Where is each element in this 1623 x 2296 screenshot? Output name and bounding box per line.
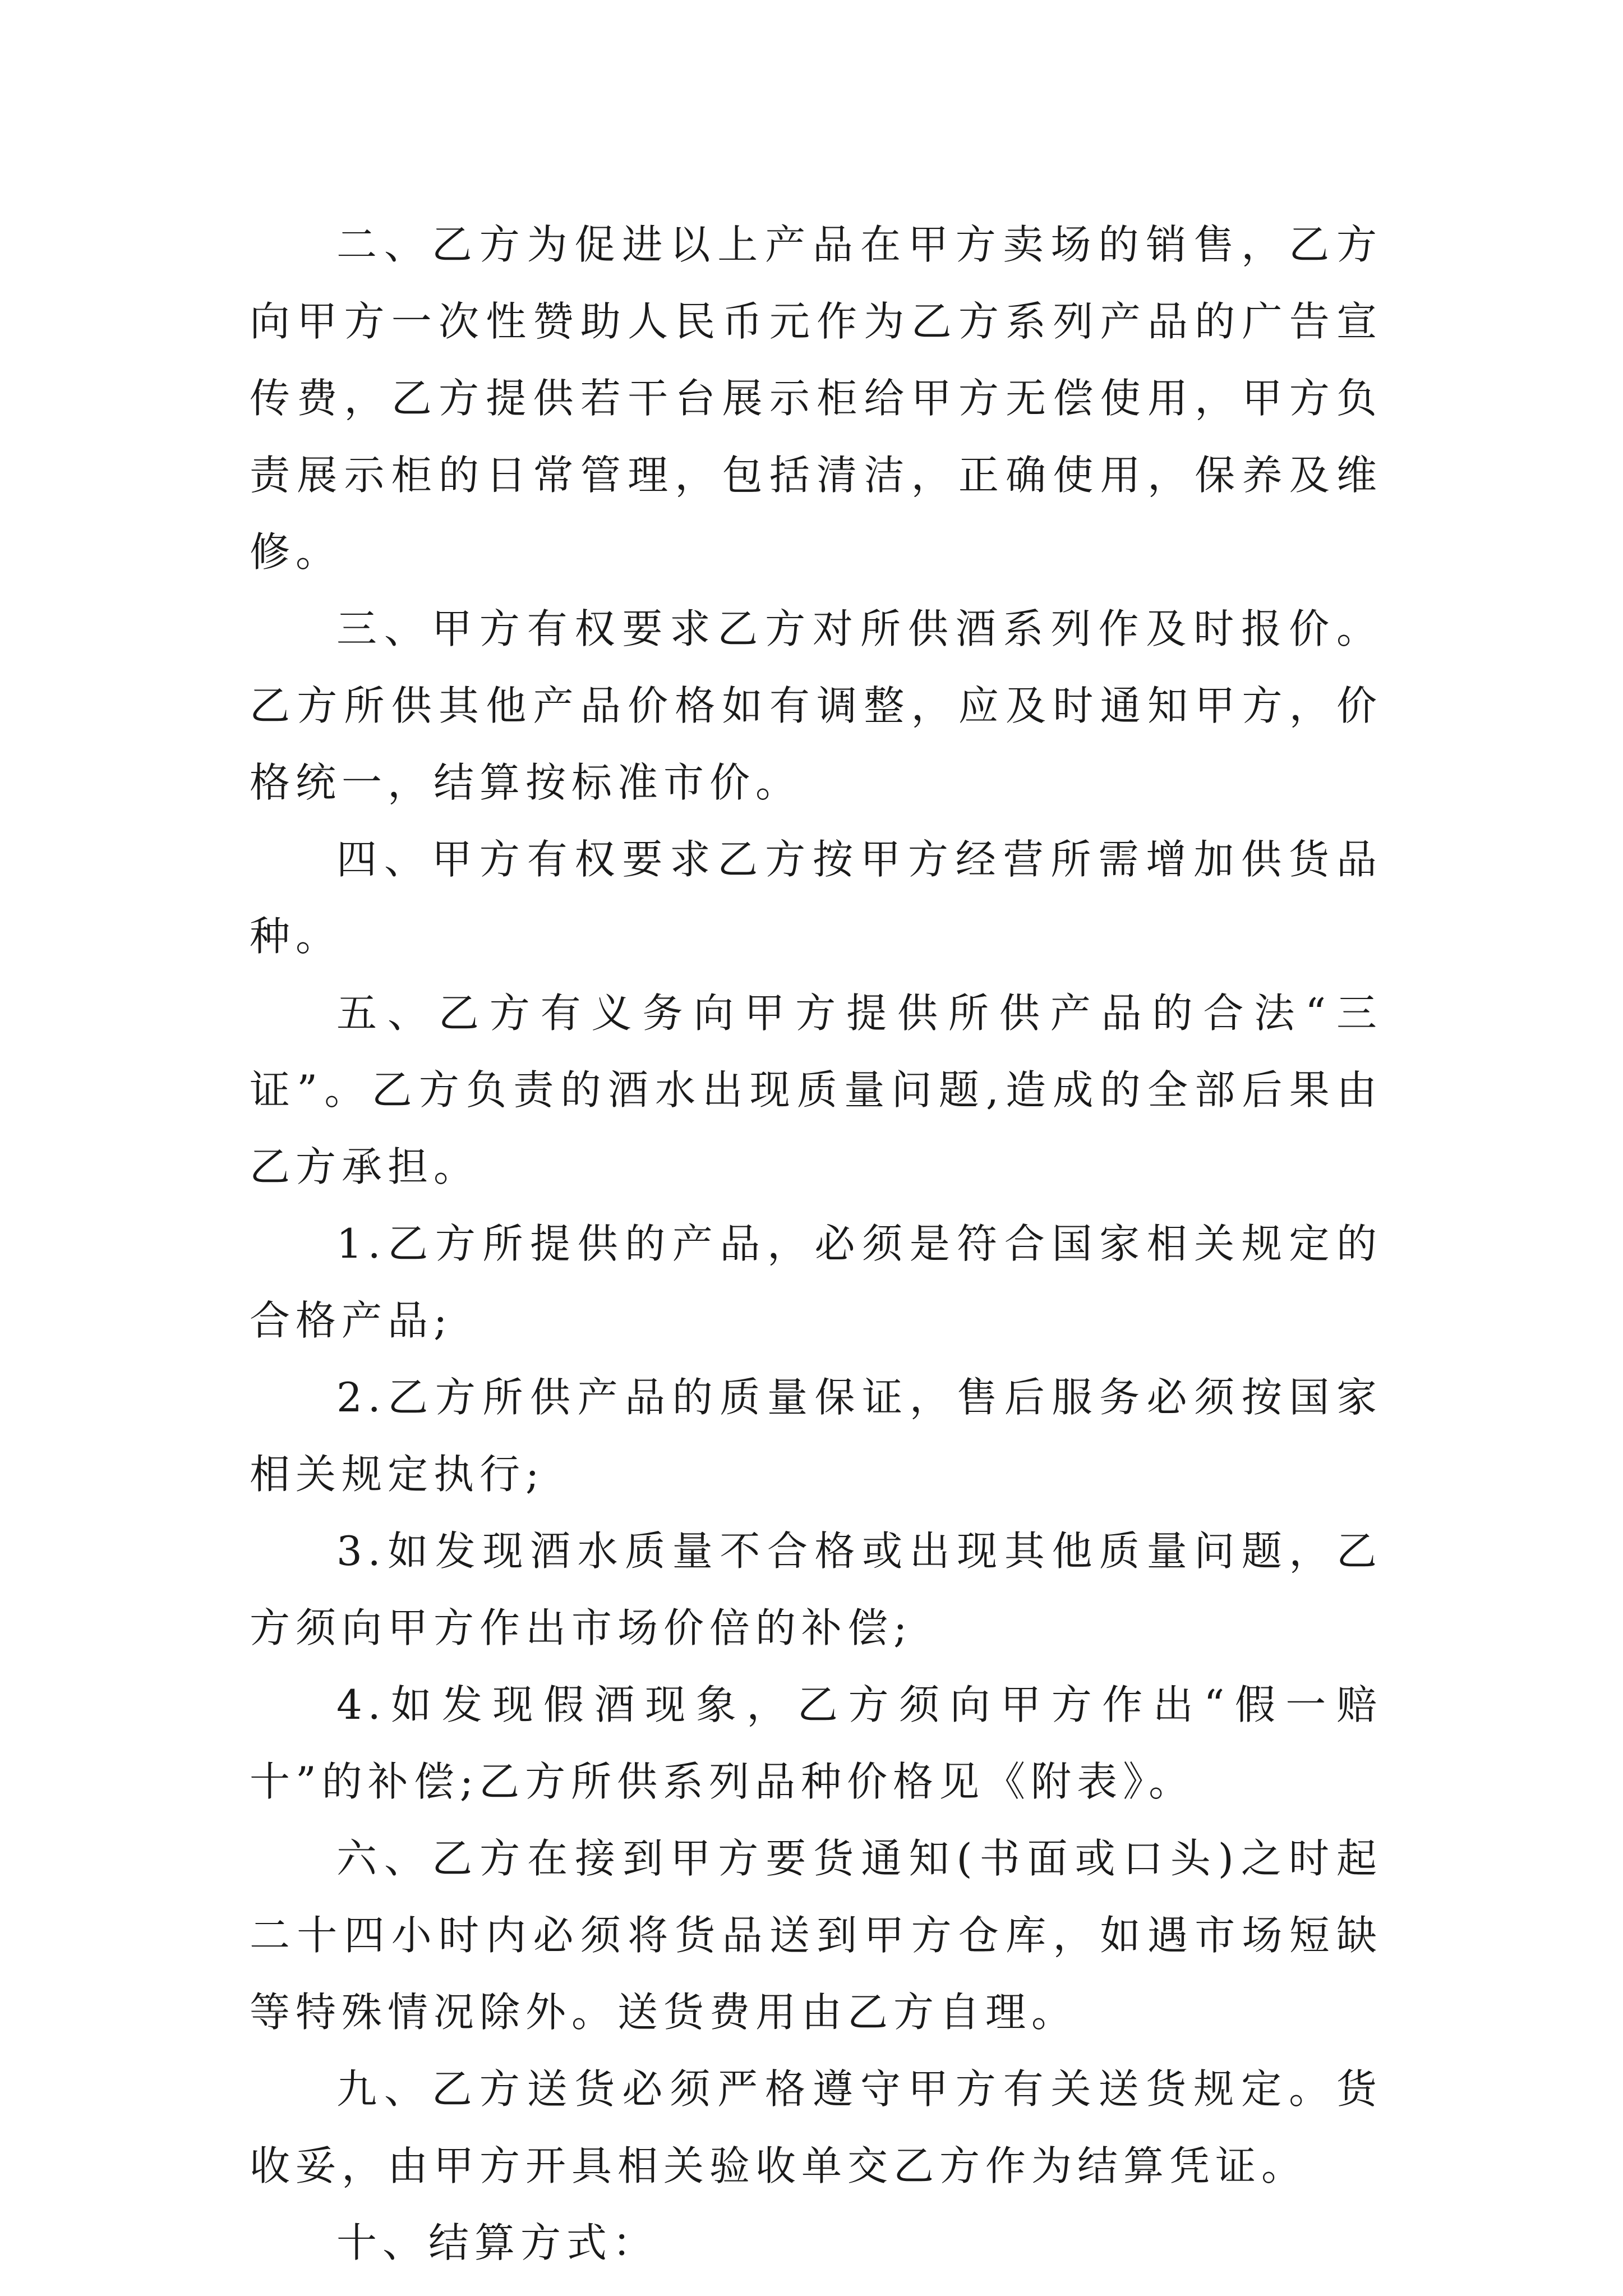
clause-5-certificates: 五、乙方有义务向甲方提供所供产品的合法“三证”。乙方负责的酒水出现质量问题,造成的全部后果由乙方承担。 [250,990,1382,1190]
clause-5-item-1: 1.乙方所提供的产品，必须是符合国家相关规定的合格产品; [250,1220,1382,1344]
contract-body [250,206,1382,2281]
clause-5-item-4: 4.如发现假酒现象，乙方须向甲方作出“假一赔十”的补偿;乙方所供系列品种价格见《附表》。 [250,1681,1382,1805]
clause-2-sponsorship: 二、乙方为促进以上产品在甲方卖场的销售，乙方向甲方一次性赞助人民币元作为乙方系列产品的广告宣传费，乙方提供若干台展示柜给甲方无偿使用，甲方负责展示柜的日常管理，包括清洁，正确使用，保养及维修。 [250,221,1382,576]
clause-5-item-3: 3.如发现酒水质量不合格或出现其他质量问题，乙方须向甲方作出市场价倍的补偿; [250,1527,1382,1651]
clause-9-delivery-rules: 九、乙方送货必须严格遵守甲方有关送货规定。货收妥，由甲方开具相关验收单交乙方作为结算凭证。 [250,2065,1382,2189]
clause-10-settlement: 十、结算方式： [336,2219,659,2266]
clause-5-item-2: 2.乙方所供产品的质量保证，售后服务必须按国家相关规定执行; [250,1374,1382,1498]
clause-3-pricing: 三、甲方有权要求乙方对所供酒系列作及时报价。乙方所供其他产品价格如有调整，应及时通知甲方，价格统一，结算按标准市价。 [250,605,1382,806]
clause-6-delivery: 六、乙方在接到甲方要货通知(书面或口头)之时起二十四小时内必须将货品送到甲方仓库，如遇市场短缺等特殊情况除外。送货费用由乙方自理。 [250,1835,1382,2036]
clause-4-variety: 四、甲方有权要求乙方按甲方经营所需增加供货品种。 [250,836,1382,960]
